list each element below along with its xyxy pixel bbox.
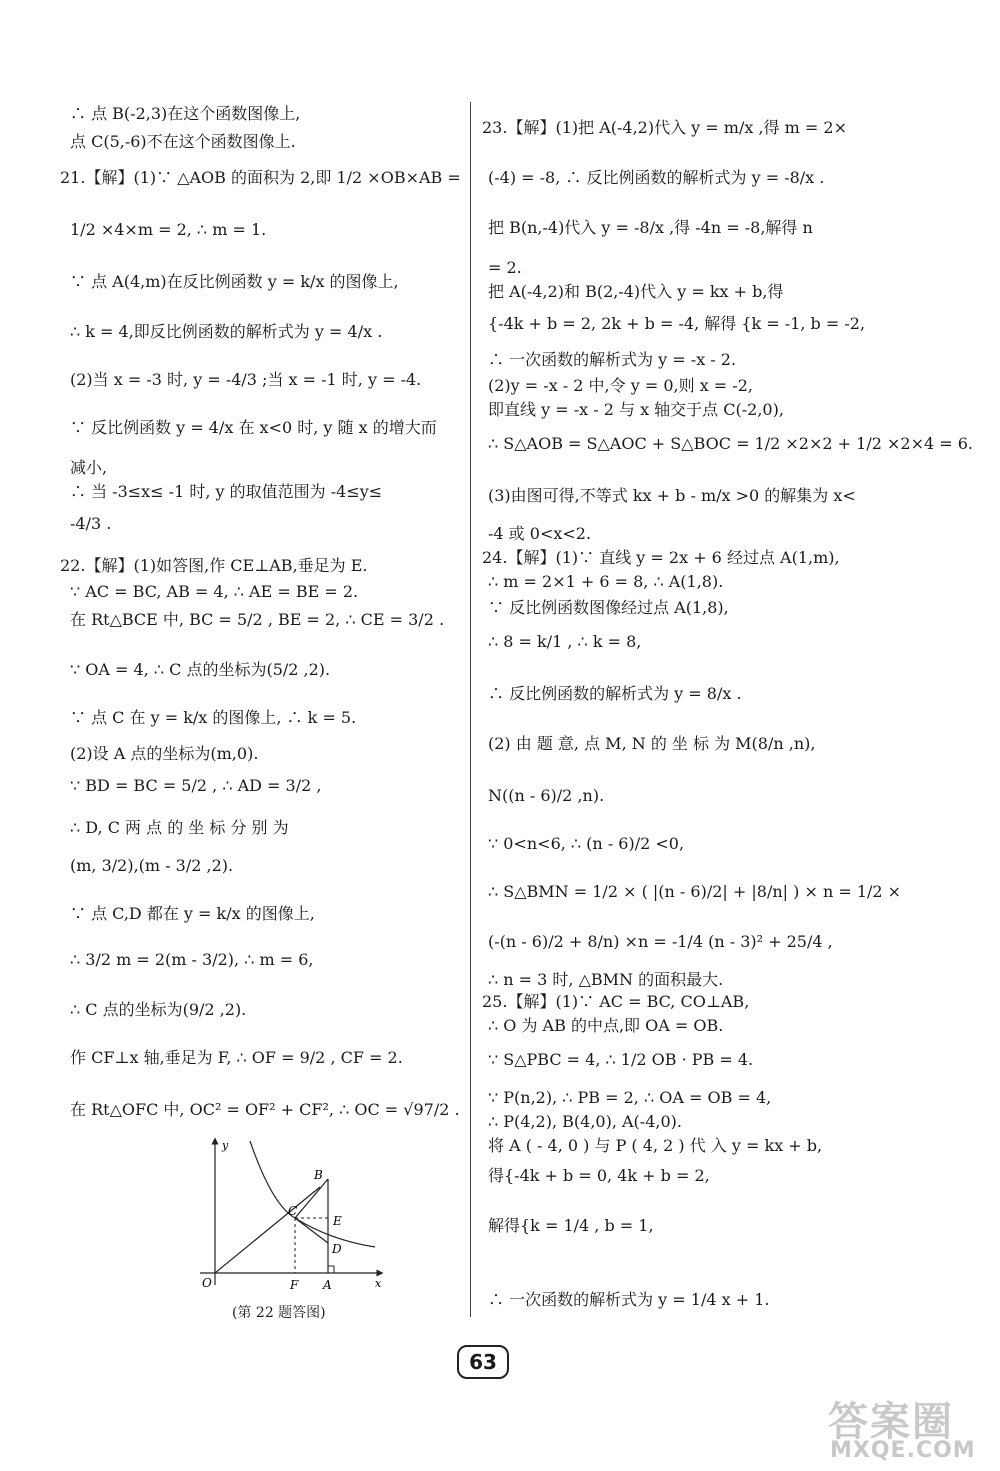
label-d: D: [332, 1242, 342, 1256]
right-column-line: ∵ 反比例函数图像经过点 A(1,8),: [488, 598, 729, 617]
right-column-line: {-4k + b = 2, 2k + b = -4, 解得 {k = -1, b = -2,: [488, 314, 866, 333]
label-e: E: [333, 1214, 342, 1228]
left-column-line: (2)当 x = -3 时, y = -4/3 ;当 x = -1 时, y = -4.: [70, 370, 422, 389]
right-column-line: 得{-4k + b = 0, 4k + b = 2,: [488, 1166, 710, 1185]
figure-caption: (第 22 题答图): [232, 1305, 326, 1321]
right-column-line: = 2.: [488, 258, 522, 277]
left-column-line: 点 C(5,-6)不在这个函数图像上.: [70, 132, 296, 151]
left-column-line: 在 Rt△BCE 中, BC = 5/2 , BE = 2, ∴ CE = 3/2 .: [70, 610, 445, 629]
left-column-line: 作 CF⊥x 轴,垂足为 F, ∴ OF = 9/2 , CF = 2.: [70, 1048, 403, 1067]
right-column-line: ∵ P(n,2), ∴ PB = 2, ∴ OA = OB = 4,: [488, 1088, 772, 1107]
left-column-line: ∴ D, C 两 点 的 坐 标 分 别 为: [70, 818, 289, 837]
right-column-line: ∴ S△BMN = 1/2 × ( |(n - 6)/2| + |8/n| ) × n = 1/2 ×: [488, 882, 902, 901]
right-column-line: ∴ 一次函数的解析式为 y = 1/4 x + 1.: [488, 1290, 770, 1309]
left-column-line: ∵ BD = BC = 5/2 , ∴ AD = 3/2 ,: [70, 776, 322, 795]
column-divider: [470, 102, 471, 1317]
right-column-line: 把 B(n,-4)代入 y = -8/x ,得 -4n = -8,解得 n: [488, 218, 813, 237]
label-o: O: [202, 1276, 212, 1290]
left-column-line: ∵ AC = BC, AB = 4, ∴ AE = BE = 2.: [70, 582, 359, 601]
right-column-line: 把 A(-4,2)和 B(2,-4)代入 y = kx + b,得: [488, 282, 784, 301]
right-column-line: (3)由图可得,不等式 kx + b - m/x >0 的解集为 x<: [488, 486, 856, 505]
left-column-line: ∴ 当 -3≤x≤ -1 时, y 的取值范围为 -4≤y≤: [70, 482, 383, 501]
right-column-line: 解得{k = 1/4 , b = 1,: [488, 1216, 654, 1235]
right-column-line: ∴ n = 3 时, △BMN 的面积最大.: [488, 970, 724, 989]
right-column-line: 即直线 y = -x - 2 与 x 轴交于点 C(-2,0),: [488, 400, 784, 419]
line-cd: [295, 1218, 328, 1243]
label-a: A: [323, 1278, 332, 1292]
left-column-line: ∵ 反比例函数 y = 4/x 在 x<0 时, y 随 x 的增大而: [70, 418, 437, 437]
figure-22: [190, 1135, 390, 1295]
right-column-line: -4 或 0<x<2.: [488, 524, 592, 543]
label-f: F: [290, 1278, 299, 1292]
right-column-line: 25.【解】(1)∵ AC = BC, CO⊥AB,: [482, 992, 750, 1011]
right-column-line: ∴ 8 = k/1 , ∴ k = 8,: [488, 632, 642, 651]
right-column-line: ∵ 0<n<6, ∴ (n - 6)/2 <0,: [488, 834, 685, 853]
left-column-line: 21.【解】(1)∵ △AOB 的面积为 2,即 1/2 ×OB×AB =: [60, 168, 461, 187]
left-column-line: ∴ C 点的坐标为(9/2 ,2).: [70, 1000, 247, 1019]
page-number: 63: [457, 1345, 509, 1379]
right-column-line: N((n - 6)/2 ,n).: [488, 786, 605, 805]
left-column-line: ∴ 3/2 m = 2(m - 3/2), ∴ m = 6,: [70, 950, 314, 969]
left-column-line: ∴ k = 4,即反比例函数的解析式为 y = 4/x .: [70, 322, 383, 341]
right-column-line: ∴ S△AOB = S△AOC + S△BOC = 1/2 ×2×2 + 1/2 ×2×4 = 6.: [488, 434, 973, 453]
right-column-line: 23.【解】(1)把 A(-4,2)代入 y = m/x ,得 m = 2×: [482, 118, 847, 137]
left-column-line: (2)设 A 点的坐标为(m,0).: [70, 744, 259, 763]
right-column-line: 24.【解】(1)∵ 直线 y = 2x + 6 经过点 A(1,m),: [482, 548, 840, 567]
left-column-line: (m, 3/2),(m - 3/2 ,2).: [70, 856, 234, 875]
right-column-line: ∴ P(4,2), B(4,0), A(-4,0).: [488, 1112, 682, 1131]
right-column-line: (2) 由 题 意, 点 M, N 的 坐 标 为 M(8/n ,n),: [488, 734, 816, 753]
label-b: B: [314, 1168, 323, 1182]
line-cb: [295, 1179, 328, 1218]
line-ob: [215, 1187, 320, 1273]
left-column-line: ∵ 点 C,D 都在 y = k/x 的图像上,: [70, 904, 315, 923]
right-column-line: ∴ 一次函数的解析式为 y = -x - 2.: [488, 350, 737, 369]
left-column-line: 减小,: [70, 458, 108, 477]
left-column-line: ∵ 点 A(4,m)在反比例函数 y = k/x 的图像上,: [70, 272, 399, 291]
left-column-line: -4/3 .: [70, 514, 112, 533]
left-column-line: ∵ 点 C 在 y = k/x 的图像上, ∴ k = 5.: [70, 708, 357, 727]
left-column-line: ∴ 点 B(-2,3)在这个函数图像上,: [70, 104, 301, 123]
watermark-logo: [820, 1390, 990, 1465]
label-c: C: [288, 1204, 298, 1218]
watermark-top-text: 答案圈: [828, 1399, 954, 1445]
left-column-line: 1/2 ×4×m = 2, ∴ m = 1.: [70, 220, 267, 239]
left-column-line: ∵ OA = 4, ∴ C 点的坐标为(5/2 ,2).: [70, 660, 331, 679]
left-column-line: 22.【解】(1)如答图,作 CE⊥AB,垂足为 E.: [60, 556, 368, 575]
right-column-line: 将 A ( - 4, 0 ) 与 P ( 4, 2 ) 代 入 y = kx + b,: [488, 1136, 823, 1155]
label-y: y: [222, 1139, 229, 1152]
left-column-line: 在 Rt△OFC 中, OC² = OF² + CF², ∴ OC = √97/2 .: [70, 1100, 460, 1119]
right-angle-mark: [328, 1266, 334, 1273]
watermark-bottom-text: MXQE.COM: [830, 1438, 976, 1463]
right-column-line: (2)y = -x - 2 中,令 y = 0,则 x = -2,: [488, 376, 753, 395]
right-column-line: ∴ 反比例函数的解析式为 y = 8/x .: [488, 684, 742, 703]
right-column-line: ∴ O 为 AB 的中点,即 OA = OB.: [488, 1016, 724, 1035]
right-column-line: ∵ S△PBC = 4, ∴ 1/2 OB · PB = 4.: [488, 1050, 754, 1069]
right-column-line: (-(n - 6)/2 + 8/n) ×n = -1/4 (n - 3)² + 25/4 ,: [488, 932, 833, 951]
right-column-line: ∴ m = 2×1 + 6 = 8, ∴ A(1,8).: [488, 572, 724, 591]
right-column-line: (-4) = -8, ∴ 反比例函数的解析式为 y = -8/x .: [488, 168, 825, 187]
label-x: x: [375, 1277, 382, 1290]
